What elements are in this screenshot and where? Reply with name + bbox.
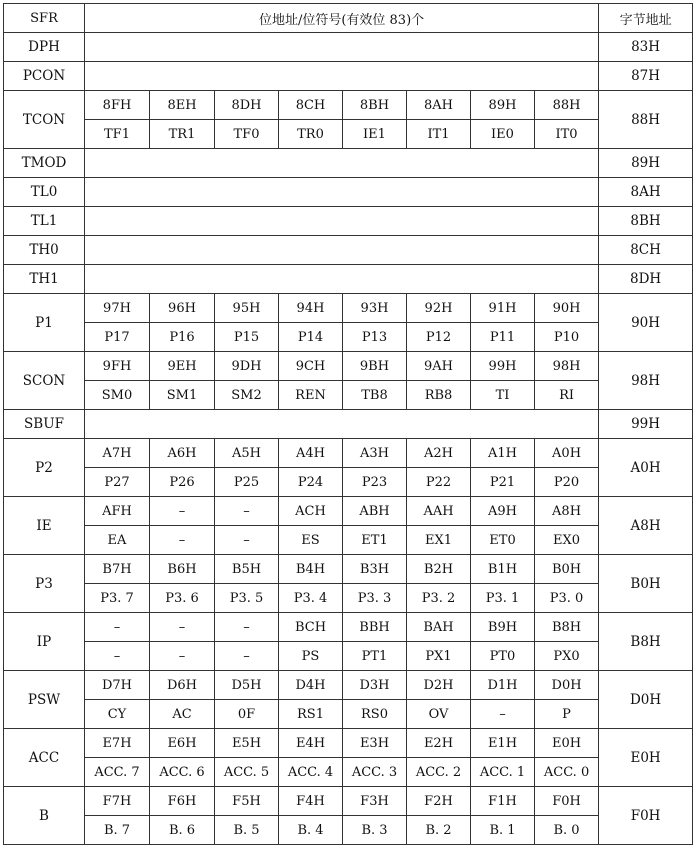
byte-address: F0H [599, 787, 693, 845]
bit-symbol: P11 [471, 323, 535, 352]
bit-address: E0H [535, 729, 599, 758]
bit-address: 9AH [407, 352, 471, 381]
bit-symbol: P3. 6 [150, 584, 215, 613]
bit-symbol: P27 [85, 468, 150, 497]
byte-address: 83H [599, 33, 693, 62]
bit-address: B5H [215, 555, 279, 584]
sfr-row-bit-symbols [4, 468, 693, 497]
bit-address: ACH [279, 497, 343, 526]
bit-address: B0H [535, 555, 599, 584]
sfr-name: TH0 [4, 236, 85, 265]
bit-address: 8EH [150, 91, 215, 120]
byte-address: B0H [599, 555, 693, 613]
sfr-name: TL1 [4, 207, 85, 236]
bit-symbol: P3. 7 [85, 584, 150, 613]
bit-symbol: P23 [343, 468, 407, 497]
bit-address: E5H [215, 729, 279, 758]
bit-address: 8FH [85, 91, 150, 120]
bit-address: 9EH [150, 352, 215, 381]
bit-symbol: ACC. 0 [535, 758, 599, 787]
bit-area-empty [85, 236, 599, 265]
bit-symbol: SM0 [85, 381, 150, 410]
byte-address: 87H [599, 62, 693, 91]
bit-symbol: AC [150, 700, 215, 729]
bit-address: 8BH [343, 91, 407, 120]
bit-symbol: ACC. 5 [215, 758, 279, 787]
byte-address: 8AH [599, 178, 693, 207]
bit-symbol: – [471, 700, 535, 729]
bit-symbol: TB8 [343, 381, 407, 410]
bit-address: E6H [150, 729, 215, 758]
bit-symbol: EX1 [407, 526, 471, 555]
bit-symbol: P10 [535, 323, 599, 352]
bit-address: 94H [279, 294, 343, 323]
bit-symbol: P26 [150, 468, 215, 497]
bit-address: E7H [85, 729, 150, 758]
bit-address: E2H [407, 729, 471, 758]
bit-address: D2H [407, 671, 471, 700]
bit-symbol: P14 [279, 323, 343, 352]
bit-symbol: – [150, 642, 215, 671]
bit-address: D4H [279, 671, 343, 700]
bit-address: 8DH [215, 91, 279, 120]
bit-symbol: P13 [343, 323, 407, 352]
bit-area-empty [85, 33, 599, 62]
byte-address: 99H [599, 410, 693, 439]
bit-address: F4H [279, 787, 343, 816]
bit-area-empty [85, 62, 599, 91]
bit-address: B3H [343, 555, 407, 584]
bit-symbol: TF1 [85, 120, 150, 149]
sfr-row-bit-addresses [4, 294, 693, 323]
bit-address: E3H [343, 729, 407, 758]
bit-address: B9H [471, 613, 535, 642]
sfr-row-bit-symbols [4, 816, 693, 845]
bit-symbol: EX0 [535, 526, 599, 555]
header-addr: 字节地址 [599, 4, 693, 33]
bit-address: 93H [343, 294, 407, 323]
bit-symbol: B. 3 [343, 816, 407, 845]
bit-address: 92H [407, 294, 471, 323]
bit-address: 98H [535, 352, 599, 381]
bit-address: F5H [215, 787, 279, 816]
bit-address: 90H [535, 294, 599, 323]
sfr-name: IP [4, 613, 85, 671]
bit-symbol: RI [535, 381, 599, 410]
bit-symbol: RS0 [343, 700, 407, 729]
bit-symbol: SM1 [150, 381, 215, 410]
sfr-row [4, 178, 693, 207]
bit-symbol: TR1 [150, 120, 215, 149]
bit-address: A4H [279, 439, 343, 468]
bit-address: D5H [215, 671, 279, 700]
sfr-row-bit-addresses [4, 497, 693, 526]
bit-symbol: RB8 [407, 381, 471, 410]
bit-address: 95H [215, 294, 279, 323]
sfr-name: ACC [4, 729, 85, 787]
bit-address: 97H [85, 294, 150, 323]
bit-symbol: IE0 [471, 120, 535, 149]
sfr-row [4, 62, 693, 91]
sfr-row-bit-addresses [4, 671, 693, 700]
bit-symbol: P16 [150, 323, 215, 352]
bit-symbol: PT1 [343, 642, 407, 671]
bit-symbol: P3. 0 [535, 584, 599, 613]
bit-address: A7H [85, 439, 150, 468]
sfr-name: TMOD [4, 149, 85, 178]
bit-address: D6H [150, 671, 215, 700]
byte-address: A0H [599, 439, 693, 497]
sfr-name: TH1 [4, 265, 85, 294]
bit-address: D1H [471, 671, 535, 700]
bit-symbol: – [215, 642, 279, 671]
bit-symbol: P15 [215, 323, 279, 352]
header-sfr: SFR [4, 4, 85, 33]
sfr-table-body [4, 33, 693, 845]
sfr-name: DPH [4, 33, 85, 62]
bit-address: B6H [150, 555, 215, 584]
sfr-row-bit-addresses [4, 439, 693, 468]
bit-address: 91H [471, 294, 535, 323]
bit-address: F7H [85, 787, 150, 816]
bit-address: D7H [85, 671, 150, 700]
bit-symbol: ET0 [471, 526, 535, 555]
bit-address: F0H [535, 787, 599, 816]
byte-address: 90H [599, 294, 693, 352]
header-row [4, 4, 693, 33]
bit-address: 96H [150, 294, 215, 323]
bit-address: 9FH [85, 352, 150, 381]
sfr-name: PCON [4, 62, 85, 91]
sfr-name: TL0 [4, 178, 85, 207]
bit-symbol: ACC. 2 [407, 758, 471, 787]
bit-address: E4H [279, 729, 343, 758]
bit-area-empty [85, 207, 599, 236]
sfr-name: SBUF [4, 410, 85, 439]
byte-address: 88H [599, 91, 693, 149]
bit-address: A0H [535, 439, 599, 468]
bit-symbol: B. 6 [150, 816, 215, 845]
bit-address: F6H [150, 787, 215, 816]
bit-address: 9CH [279, 352, 343, 381]
byte-address: A8H [599, 497, 693, 555]
bit-area-empty [85, 149, 599, 178]
sfr-row [4, 265, 693, 294]
sfr-name: P2 [4, 439, 85, 497]
bit-symbol: ET1 [343, 526, 407, 555]
sfr-row [4, 207, 693, 236]
byte-address: B8H [599, 613, 693, 671]
bit-address: ABH [343, 497, 407, 526]
bit-address: B8H [535, 613, 599, 642]
bit-address: F2H [407, 787, 471, 816]
bit-address: – [150, 613, 215, 642]
byte-address: 8CH [599, 236, 693, 265]
bit-address: E1H [471, 729, 535, 758]
sfr-row-bit-symbols [4, 323, 693, 352]
bit-symbol: CY [85, 700, 150, 729]
bit-symbol: PS [279, 642, 343, 671]
bit-area-empty [85, 178, 599, 207]
bit-area-empty [85, 410, 599, 439]
bit-address: – [150, 497, 215, 526]
sfr-row [4, 410, 693, 439]
bit-address: 88H [535, 91, 599, 120]
bit-symbol: ACC. 3 [343, 758, 407, 787]
bit-address: BBH [343, 613, 407, 642]
sfr-name: TCON [4, 91, 85, 149]
byte-address: D0H [599, 671, 693, 729]
bit-symbol: EA [85, 526, 150, 555]
sfr-row-bit-addresses [4, 613, 693, 642]
bit-address: A2H [407, 439, 471, 468]
bit-address: – [85, 613, 150, 642]
bit-symbol: ACC. 1 [471, 758, 535, 787]
bit-symbol: P3. 2 [407, 584, 471, 613]
bit-address: F3H [343, 787, 407, 816]
bit-symbol: 0F [215, 700, 279, 729]
bit-symbol: P3. 4 [279, 584, 343, 613]
bit-symbol: ACC. 4 [279, 758, 343, 787]
bit-symbol: IE1 [343, 120, 407, 149]
sfr-row-bit-symbols [4, 120, 693, 149]
byte-address: 8DH [599, 265, 693, 294]
bit-address: 9BH [343, 352, 407, 381]
bit-symbol: P21 [471, 468, 535, 497]
bit-symbol: P3. 1 [471, 584, 535, 613]
bit-symbol: B. 0 [535, 816, 599, 845]
bit-symbol: P [535, 700, 599, 729]
bit-symbol: RS1 [279, 700, 343, 729]
bit-address: A1H [471, 439, 535, 468]
bit-symbol: B. 5 [215, 816, 279, 845]
sfr-row-bit-addresses [4, 352, 693, 381]
sfr-name: SCON [4, 352, 85, 410]
bit-symbol: P22 [407, 468, 471, 497]
bit-address: AFH [85, 497, 150, 526]
bit-address: 9DH [215, 352, 279, 381]
bit-address: 8CH [279, 91, 343, 120]
bit-address: BAH [407, 613, 471, 642]
bit-symbol: B. 7 [85, 816, 150, 845]
bit-address: – [215, 497, 279, 526]
byte-address: 89H [599, 149, 693, 178]
bit-symbol: P20 [535, 468, 599, 497]
sfr-row-bit-symbols [4, 584, 693, 613]
sfr-name: P3 [4, 555, 85, 613]
bit-address: D3H [343, 671, 407, 700]
sfr-row [4, 33, 693, 62]
sfr-row-bit-symbols [4, 758, 693, 787]
header-bits: 位地址/位符号(有效位 83)个 [85, 4, 599, 33]
bit-symbol: IT0 [535, 120, 599, 149]
bit-symbol: ACC. 7 [85, 758, 150, 787]
bit-symbol: PX0 [535, 642, 599, 671]
bit-symbol: P25 [215, 468, 279, 497]
bit-symbol: ES [279, 526, 343, 555]
byte-address: E0H [599, 729, 693, 787]
sfr-name: P1 [4, 294, 85, 352]
bit-symbol: P17 [85, 323, 150, 352]
bit-symbol: P24 [279, 468, 343, 497]
bit-symbol: SM2 [215, 381, 279, 410]
sfr-row-bit-symbols [4, 642, 693, 671]
sfr-row-bit-addresses [4, 91, 693, 120]
bit-symbol: B. 2 [407, 816, 471, 845]
bit-area-empty [85, 265, 599, 294]
sfr-name: PSW [4, 671, 85, 729]
bit-symbol: P3. 3 [343, 584, 407, 613]
sfr-row [4, 236, 693, 265]
bit-symbol: TR0 [279, 120, 343, 149]
sfr-row-bit-addresses [4, 729, 693, 758]
bit-address: 8AH [407, 91, 471, 120]
bit-symbol: – [150, 526, 215, 555]
bit-symbol: IT1 [407, 120, 471, 149]
byte-address: 8BH [599, 207, 693, 236]
sfr-row-bit-addresses [4, 555, 693, 584]
sfr-row-bit-symbols [4, 381, 693, 410]
bit-symbol: P12 [407, 323, 471, 352]
bit-address: A9H [471, 497, 535, 526]
bit-address: A5H [215, 439, 279, 468]
bit-address: AAH [407, 497, 471, 526]
bit-address: A6H [150, 439, 215, 468]
bit-address: F1H [471, 787, 535, 816]
sfr-row-bit-addresses [4, 787, 693, 816]
bit-symbol: OV [407, 700, 471, 729]
sfr-row-bit-symbols [4, 700, 693, 729]
bit-address: B7H [85, 555, 150, 584]
bit-address: B2H [407, 555, 471, 584]
sfr-table [3, 3, 693, 845]
bit-address: 89H [471, 91, 535, 120]
bit-address: B4H [279, 555, 343, 584]
bit-address: 99H [471, 352, 535, 381]
bit-symbol: – [85, 642, 150, 671]
byte-address: 98H [599, 352, 693, 410]
bit-symbol: PT0 [471, 642, 535, 671]
bit-address: – [215, 613, 279, 642]
bit-symbol: ACC. 6 [150, 758, 215, 787]
bit-address: B1H [471, 555, 535, 584]
bit-symbol: P3. 5 [215, 584, 279, 613]
bit-symbol: B. 1 [471, 816, 535, 845]
sfr-name: IE [4, 497, 85, 555]
bit-symbol: – [215, 526, 279, 555]
bit-symbol: PX1 [407, 642, 471, 671]
bit-address: D0H [535, 671, 599, 700]
bit-address: A8H [535, 497, 599, 526]
bit-address: A3H [343, 439, 407, 468]
bit-symbol: TI [471, 381, 535, 410]
sfr-row-bit-symbols [4, 526, 693, 555]
bit-symbol: B. 4 [279, 816, 343, 845]
bit-symbol: REN [279, 381, 343, 410]
sfr-name: B [4, 787, 85, 845]
bit-address: BCH [279, 613, 343, 642]
sfr-row [4, 149, 693, 178]
bit-symbol: TF0 [215, 120, 279, 149]
